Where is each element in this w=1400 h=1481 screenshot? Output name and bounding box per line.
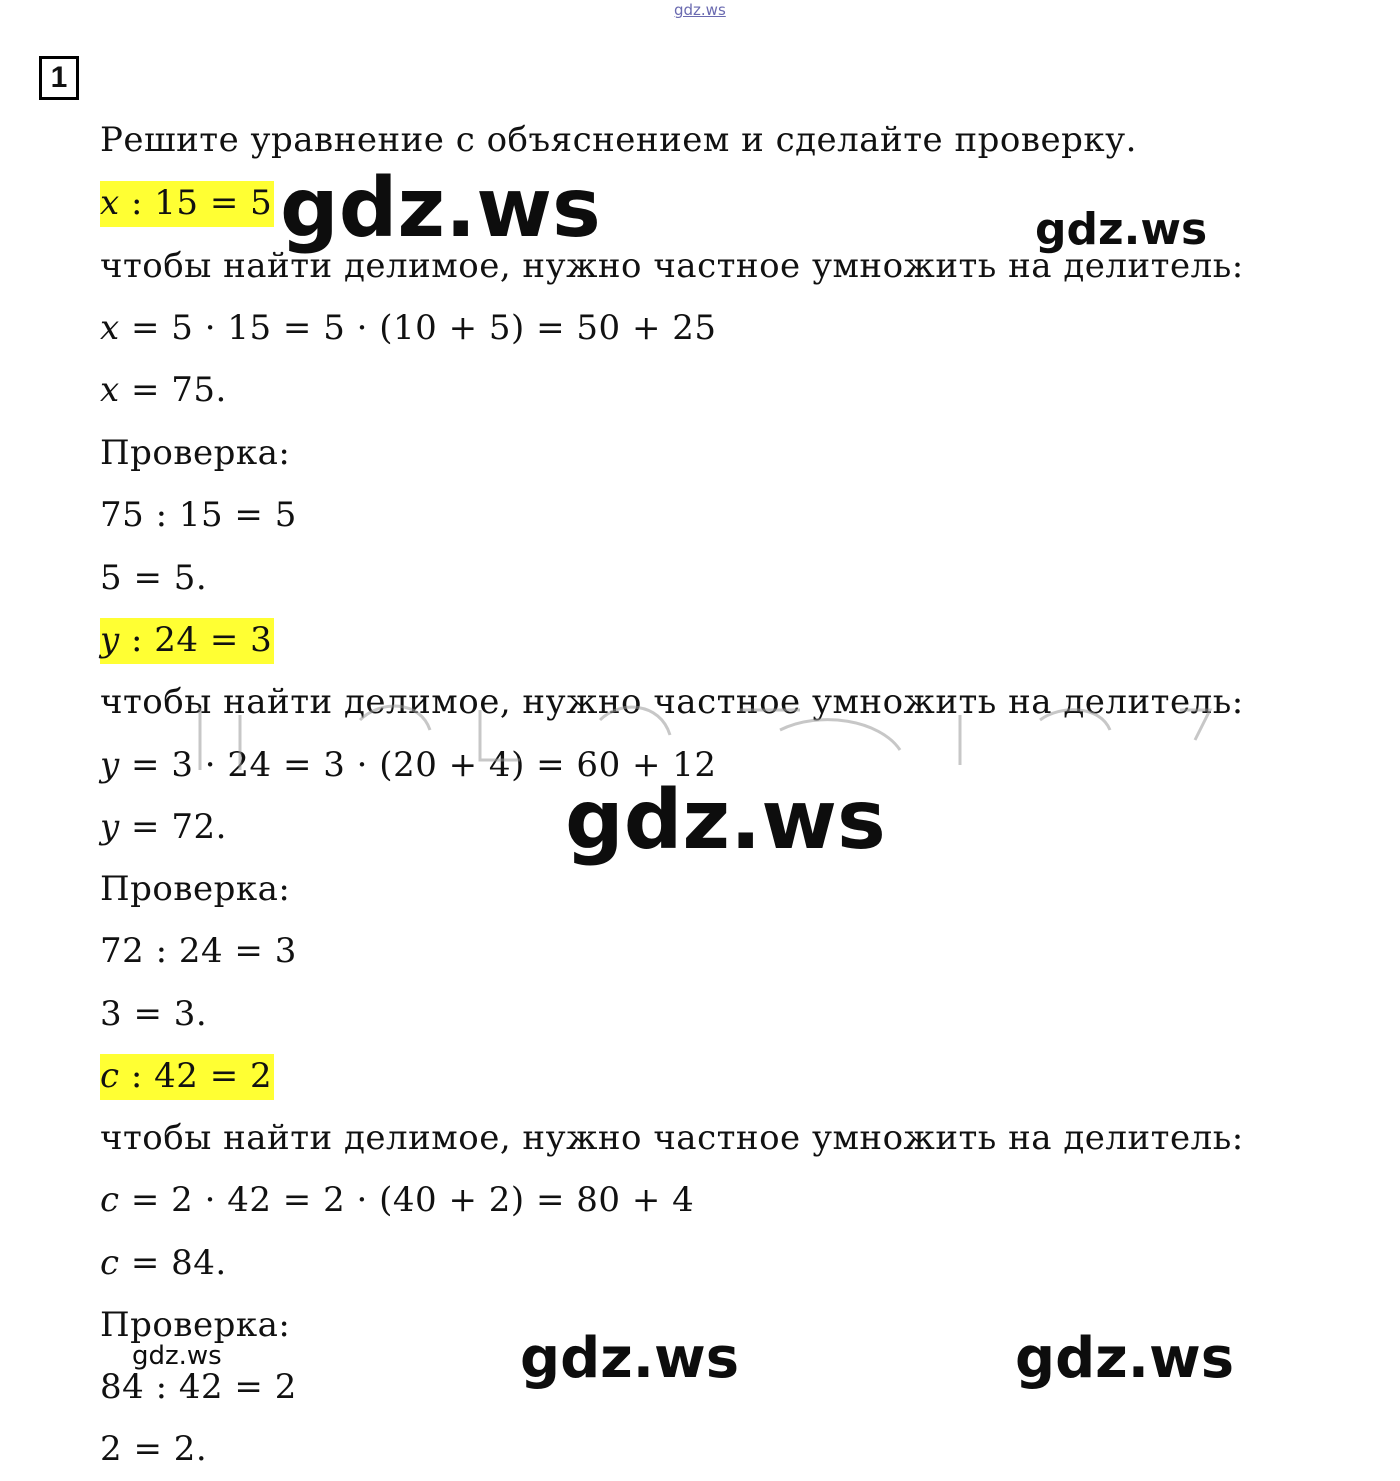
check-label-2: Проверка: [100,869,291,909]
watermark-5: gdz.ws [520,1326,740,1391]
watermark-2: gdz.ws [1035,204,1208,255]
equation-3-var: c [100,1056,120,1096]
check-line-3: 84 : 42 = 2 [100,1367,297,1407]
result-2-var: y [100,807,120,847]
result-1-var: x [100,370,120,410]
calc-3-rest: = 2 · 42 = 2 · (40 + 2) = 80 + 4 [119,1180,695,1220]
check-line-1: 75 : 15 = 5 [100,495,297,535]
check-result-3: 2 = 2. [100,1429,208,1469]
equation-3 [100,1054,274,1098]
calc-3 [100,1178,694,1222]
equation-1-var: x [100,183,120,223]
rule-2: чтобы найти делимое, нужно частное умножить на делитель: [100,682,1244,722]
result-3 [100,1241,227,1285]
equation-2-var: y [100,620,120,660]
watermark-1: gdz.ws [280,161,601,256]
equation-1-rest: : 15 = 5 [119,183,273,223]
check-label-1: Проверка: [100,433,291,473]
result-2 [100,805,227,849]
calc-1-var: x [100,308,120,348]
result-1-rest: = 75. [119,370,227,410]
watermark-6: gdz.ws [1015,1326,1235,1391]
watermark-4: gdz.ws [132,1341,222,1371]
rule-3: чтобы найти делимое, нужно частное умножить на делитель: [100,1118,1244,1158]
equation-2-rest: : 24 = 3 [119,620,273,660]
result-2-rest: = 72. [119,807,227,847]
equation-2 [100,618,274,662]
result-3-rest: = 84. [119,1243,227,1283]
result-1 [100,368,227,412]
check-label-3: Проверка: [100,1305,291,1345]
result-3-var: c [100,1243,120,1283]
watermark-top: gdz.ws [674,1,726,19]
task-title: Решите уравнение с объяснением и сделайте проверку. [100,120,1137,160]
watermark-3: gdz.ws [565,773,886,868]
calc-1 [100,306,717,350]
check-line-2: 72 : 24 = 3 [100,931,297,971]
check-result-1: 5 = 5. [100,558,208,598]
calc-3-var: c [100,1180,120,1220]
check-result-2: 3 = 3. [100,994,208,1034]
task-number: 1 [39,56,79,100]
calc-2-var: y [100,745,120,785]
equation-1 [100,181,274,225]
equation-3-rest: : 42 = 2 [119,1056,273,1096]
calc-1-rest: = 5 · 15 = 5 · (10 + 5) = 50 + 25 [119,308,717,348]
rule-1: чтобы найти делимое, нужно частное умножить на делитель: [100,246,1244,286]
calc-2-rest: = 3 · 24 = 3 · (20 + 4) = 60 + 12 [119,745,717,785]
